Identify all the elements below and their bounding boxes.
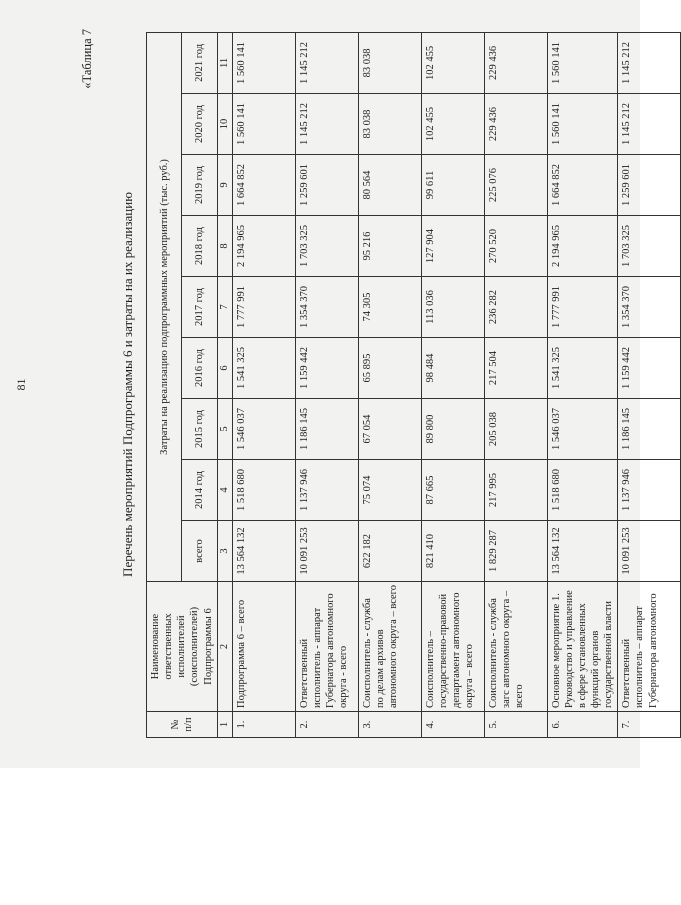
row-year-value: 1 159 442 xyxy=(617,337,680,398)
row-year-value: 1 259 601 xyxy=(617,154,680,215)
row-name: Ответственный исполнитель – аппарат Губернатора автономного xyxy=(617,581,680,711)
expense-table xyxy=(146,31,681,737)
row-year-value: 1 145 212 xyxy=(295,32,358,93)
row-year-value: 99 611 xyxy=(421,154,484,215)
row-year-value: 75 074 xyxy=(358,459,421,520)
row-year-value: 1 518 680 xyxy=(232,459,295,520)
column-number: 1 xyxy=(217,711,232,737)
header-year: 2021 год xyxy=(181,32,216,93)
row-year-value: 1 664 852 xyxy=(547,154,618,215)
row-year-value: 225 076 xyxy=(484,154,547,215)
row-year-value: 89 800 xyxy=(421,398,484,459)
row-name: Соисполнитель - служба загс автономного округа – всего xyxy=(484,581,547,711)
row-name: Соисполнитель – государственно-правовой департамент автономного округа – всего xyxy=(421,581,484,711)
table-row xyxy=(617,32,680,737)
row-year-value: 2 194 965 xyxy=(232,215,295,276)
row-year-value: 1 137 946 xyxy=(617,459,680,520)
header-year: 2020 год xyxy=(181,93,216,154)
row-year-value: 1 546 037 xyxy=(547,398,618,459)
row-number: 7. xyxy=(617,711,680,737)
header-total: всего xyxy=(181,520,216,581)
header-costs-group: Затраты на реализацию подпрограммных мероприятий (тыс. руб.) xyxy=(146,32,181,581)
row-number: 1. xyxy=(232,711,295,737)
header-year: 2019 год xyxy=(181,154,216,215)
row-number: 6. xyxy=(547,711,618,737)
row-total: 1 829 287 xyxy=(484,520,547,581)
row-year-value: 67 054 xyxy=(358,398,421,459)
column-number: 3 xyxy=(217,520,232,581)
column-number: 5 xyxy=(217,398,232,459)
table-row xyxy=(358,32,421,737)
rotated-content xyxy=(8,7,658,762)
row-year-value: 205 038 xyxy=(484,398,547,459)
row-year-value: 80 564 xyxy=(358,154,421,215)
row-year-value: 83 038 xyxy=(358,93,421,154)
column-number: 6 xyxy=(217,337,232,398)
row-number: 5. xyxy=(484,711,547,737)
page-number: 81 xyxy=(13,378,28,390)
row-year-value: 102 455 xyxy=(421,93,484,154)
column-number: 7 xyxy=(217,276,232,337)
row-year-value: 270 520 xyxy=(484,215,547,276)
header-year: 2016 год xyxy=(181,337,216,398)
row-year-value: 1 354 370 xyxy=(617,276,680,337)
row-year-value: 1 664 852 xyxy=(232,154,295,215)
row-number: 3. xyxy=(358,711,421,737)
row-year-value: 1 541 325 xyxy=(232,337,295,398)
row-year-value: 229 436 xyxy=(484,93,547,154)
row-year-value: 1 541 325 xyxy=(547,337,618,398)
document-title: Перечень мероприятий Подпрограммы 6 и затраты на их реализацию xyxy=(119,191,135,577)
header-num: № п/п xyxy=(146,711,217,737)
row-year-value: 87 665 xyxy=(421,459,484,520)
row-year-value: 2 194 965 xyxy=(547,215,618,276)
row-year-value: 113 036 xyxy=(421,276,484,337)
row-number: 2. xyxy=(295,711,358,737)
column-number: 2 xyxy=(217,581,232,711)
row-year-value: 1 546 037 xyxy=(232,398,295,459)
row-year-value: 98 484 xyxy=(421,337,484,398)
row-year-value: 1 186 145 xyxy=(617,398,680,459)
row-year-value: 1 186 145 xyxy=(295,398,358,459)
table-row xyxy=(295,32,358,737)
table-row xyxy=(232,32,295,737)
column-number: 10 xyxy=(217,93,232,154)
row-year-value: 1 560 141 xyxy=(547,93,618,154)
table-row xyxy=(484,32,547,737)
row-total: 821 410 xyxy=(421,520,484,581)
header-name: Наименование ответственных исполнителей (соисполнителей) Подпрограммы 6 xyxy=(146,581,217,711)
row-total: 13 564 132 xyxy=(232,520,295,581)
table-row xyxy=(421,32,484,737)
column-number: 9 xyxy=(217,154,232,215)
row-name: Соисполнитель - служба по делам архивов автономного округа – всего xyxy=(358,581,421,711)
row-year-value: 1 703 325 xyxy=(617,215,680,276)
row-year-value: 1 137 946 xyxy=(295,459,358,520)
row-year-value: 102 455 xyxy=(421,32,484,93)
row-total: 10 091 253 xyxy=(617,520,680,581)
row-year-value: 229 436 xyxy=(484,32,547,93)
row-year-value: 95 216 xyxy=(358,215,421,276)
table-body xyxy=(232,32,681,737)
header-year: 2018 год xyxy=(181,215,216,276)
row-year-value: 1 560 141 xyxy=(232,93,295,154)
row-year-value: 1 354 370 xyxy=(295,276,358,337)
row-number: 4. xyxy=(421,711,484,737)
row-year-value: 1 145 212 xyxy=(617,93,680,154)
row-year-value: 1 145 212 xyxy=(295,93,358,154)
row-total: 13 564 132 xyxy=(547,520,618,581)
row-year-value: 83 038 xyxy=(358,32,421,93)
column-number: 8 xyxy=(217,215,232,276)
row-year-value: 1 145 212 xyxy=(617,32,680,93)
row-total: 10 091 253 xyxy=(295,520,358,581)
row-year-value: 1 777 991 xyxy=(232,276,295,337)
row-year-value: 217 995 xyxy=(484,459,547,520)
row-total: 622 182 xyxy=(358,520,421,581)
row-year-value: 236 282 xyxy=(484,276,547,337)
row-year-value: 217 504 xyxy=(484,337,547,398)
row-year-value: 127 904 xyxy=(421,215,484,276)
column-number: 4 xyxy=(217,459,232,520)
row-year-value: 1 259 601 xyxy=(295,154,358,215)
table-row xyxy=(547,32,618,737)
column-number-row xyxy=(217,32,232,737)
table-note: «Таблица 7 xyxy=(79,28,94,89)
row-year-value: 1 518 680 xyxy=(547,459,618,520)
row-year-value: 1 560 141 xyxy=(232,32,295,93)
header-year: 2015 год xyxy=(181,398,216,459)
row-year-value: 1 777 991 xyxy=(547,276,618,337)
row-year-value: 74 305 xyxy=(358,276,421,337)
row-name: Ответственный исполнитель - аппарат Губернатора автономного округа - всего xyxy=(295,581,358,711)
row-name: Подпрограмма 6 – всего xyxy=(232,581,295,711)
row-name: Основное мероприятие 1. Руководство и управление в сфере установленных функций органов государственной власти xyxy=(547,581,618,711)
row-year-value: 1 560 141 xyxy=(547,32,618,93)
header-year: 2014 год xyxy=(181,459,216,520)
header-year: 2017 год xyxy=(181,276,216,337)
row-year-value: 65 895 xyxy=(358,337,421,398)
row-year-value: 1 159 442 xyxy=(295,337,358,398)
row-year-value: 1 703 325 xyxy=(295,215,358,276)
column-number: 11 xyxy=(217,32,232,93)
